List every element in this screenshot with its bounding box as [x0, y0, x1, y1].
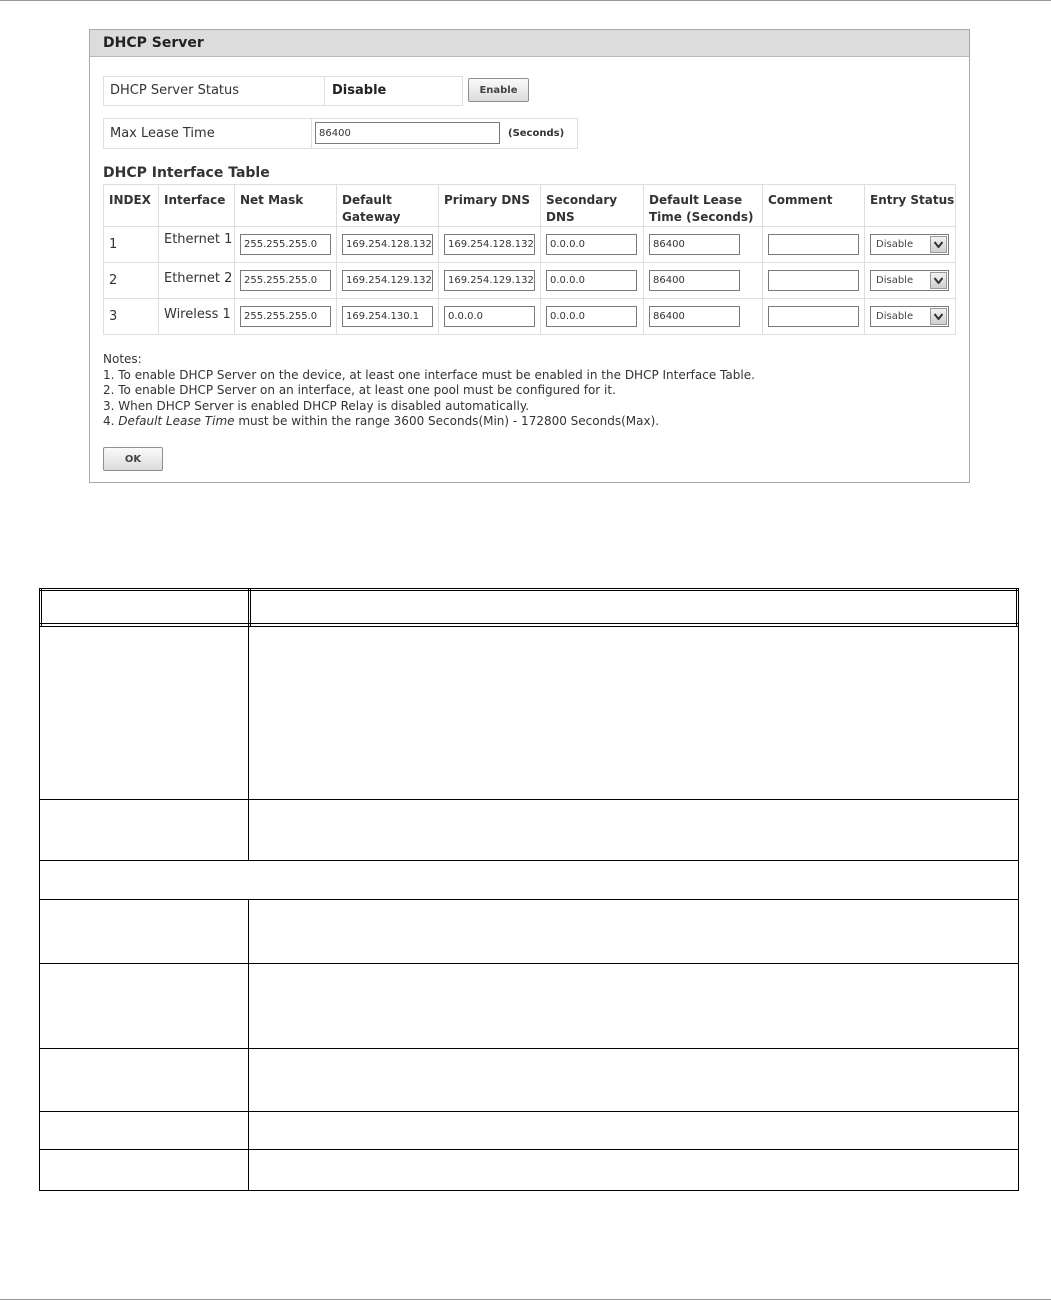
- dhcp-interface-table: [103, 184, 956, 335]
- primary-dns-input[interactable]: 169.254.128.132: [444, 234, 535, 255]
- row-index: 2: [104, 263, 159, 299]
- table-row: [104, 263, 956, 299]
- chevron-down-icon[interactable]: [930, 308, 947, 325]
- row-interface: Wireless 1: [159, 299, 235, 335]
- netmask-input[interactable]: 255.255.255.0: [240, 234, 331, 255]
- enable-button[interactable]: Enable: [468, 78, 529, 102]
- lease-input[interactable]: 86400: [649, 270, 740, 291]
- chevron-down-icon[interactable]: [930, 236, 947, 253]
- note-1: 1. To enable DHCP Server on the device, at least one interface must be enabled in the DHCP Interface Table.: [103, 367, 755, 382]
- col-lease: Default Lease Time (Seconds): [644, 185, 763, 227]
- col-interface: Interface: [159, 185, 235, 227]
- gateway-input[interactable]: 169.254.130.1: [342, 306, 433, 327]
- secondary-dns-input[interactable]: 0.0.0.0: [546, 270, 637, 291]
- notes-heading: Notes:: [103, 352, 142, 366]
- col-status: Entry Status: [865, 185, 956, 227]
- dhcp-server-panel: [89, 29, 970, 483]
- chevron-down-icon[interactable]: [930, 272, 947, 289]
- note-2: 2. To enable DHCP Server on an interface, at least one pool must be configured for it.: [103, 383, 616, 397]
- table-header-row: [104, 185, 956, 227]
- entry-status-select[interactable]: Disable: [870, 306, 949, 327]
- col-index: INDEX: [104, 185, 159, 227]
- notes: [103, 352, 755, 430]
- row-interface: Ethernet 2: [159, 263, 235, 299]
- row-index: 3: [104, 299, 159, 335]
- col-gateway: Default Gateway: [337, 185, 439, 227]
- table-row: [104, 227, 956, 263]
- max-lease-unit: (Seconds): [508, 128, 565, 139]
- server-status-label: DHCP Server Status: [110, 83, 240, 98]
- entry-status-select[interactable]: Disable: [870, 234, 949, 255]
- row-index: 1: [104, 227, 159, 263]
- comment-input[interactable]: [768, 306, 859, 327]
- server-status-row: [103, 76, 463, 106]
- secondary-dns-input[interactable]: 0.0.0.0: [546, 234, 637, 255]
- lease-input[interactable]: 86400: [649, 306, 740, 327]
- comment-input[interactable]: [768, 270, 859, 291]
- primary-dns-input[interactable]: 0.0.0.0: [444, 306, 535, 327]
- gateway-input[interactable]: 169.254.128.132: [342, 234, 433, 255]
- panel-title: DHCP Server: [90, 30, 969, 57]
- entry-status-select[interactable]: Disable: [870, 270, 949, 291]
- col-netmask: Net Mask: [235, 185, 337, 227]
- description-table: [39, 588, 1019, 1191]
- col-comment: Comment: [763, 185, 865, 227]
- note-4: 4. Default Lease Time must be within the range 3600 Seconds(Min) - 172800 Seconds(Max).: [103, 414, 660, 428]
- row-interface: Ethernet 1: [159, 227, 235, 263]
- page-top-rule: [0, 0, 1051, 1]
- netmask-input[interactable]: 255.255.255.0: [240, 306, 331, 327]
- ok-button[interactable]: OK: [103, 447, 163, 471]
- comment-input[interactable]: [768, 234, 859, 255]
- table-row: [104, 299, 956, 335]
- max-lease-input[interactable]: 86400: [315, 122, 500, 144]
- max-lease-label: Max Lease Time: [110, 126, 215, 141]
- primary-dns-input[interactable]: 169.254.129.132: [444, 270, 535, 291]
- lease-input[interactable]: 86400: [649, 234, 740, 255]
- gateway-input[interactable]: 169.254.129.132: [342, 270, 433, 291]
- col-primary-dns: Primary DNS: [439, 185, 541, 227]
- secondary-dns-input[interactable]: 0.0.0.0: [546, 306, 637, 327]
- interface-table-title: DHCP Interface Table: [103, 165, 270, 181]
- note-3: 3. When DHCP Server is enabled DHCP Relay is disabled automatically.: [103, 398, 530, 413]
- server-status-value: Disable: [332, 83, 387, 98]
- col-secondary-dns: Secondary DNS: [541, 185, 644, 227]
- netmask-input[interactable]: 255.255.255.0: [240, 270, 331, 291]
